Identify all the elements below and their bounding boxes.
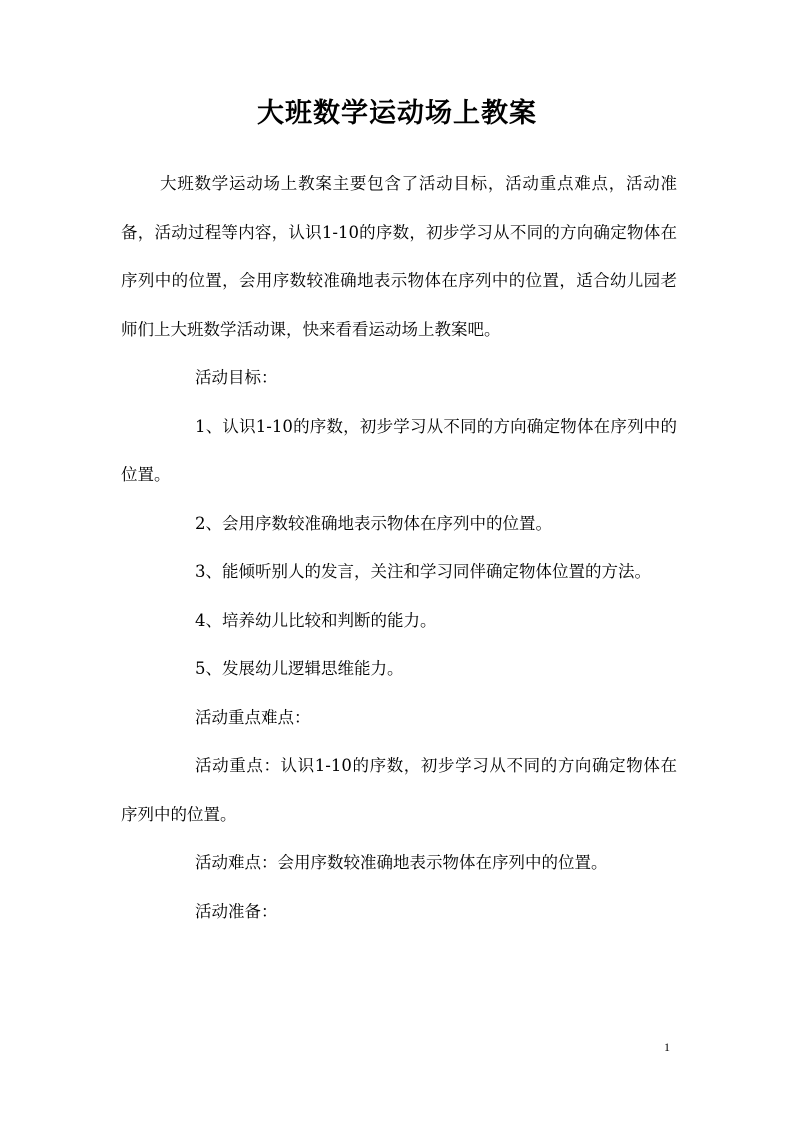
goal-item: 3、能倾听别人的发言，关注和学习同伴确定物体位置的方法。 [195, 562, 651, 581]
intro-paragraph: 大班数学运动场上教案主要包含了活动目标，活动重点难点，活动准备，活动过程等内容，认识1-10的序数，初步学习从不同的方向确定物体在序列中的位置，会用序数较准确地表示物体在序列中的位置，适合幼儿园老师们上大班数学活动课，快来看看运动场上教案吧。 [121, 174, 677, 339]
goal-item: 2、会用序数较准确地表示物体在序列中的位置。 [195, 513, 552, 533]
key-points-heading: 活动重点难点： [195, 707, 311, 727]
key-point-paragraph: 活动重点：认识1-10的序数，初步学习从不同的方向确定物体在序列中的位置。 [121, 756, 677, 824]
document-title: 大班数学运动场上教案 [257, 98, 537, 129]
difficult-point-paragraph: 活动难点：会用序数较准确地表示物体在序列中的位置。 [195, 853, 608, 872]
goals-heading: 活动目标： [195, 368, 278, 387]
goal-item: 5、发展幼儿逻辑思维能力。 [195, 659, 404, 678]
preparation-heading: 活动准备： [195, 901, 278, 921]
goal-item: 1、认识1-10的序数，初步学习从不同的方向确定物体在序列中的位置。 [121, 416, 677, 484]
page-number: 1 [664, 1040, 670, 1054]
goal-item: 4、培养幼儿比较和判断的能力。 [195, 610, 437, 630]
document-body [121, 160, 677, 936]
